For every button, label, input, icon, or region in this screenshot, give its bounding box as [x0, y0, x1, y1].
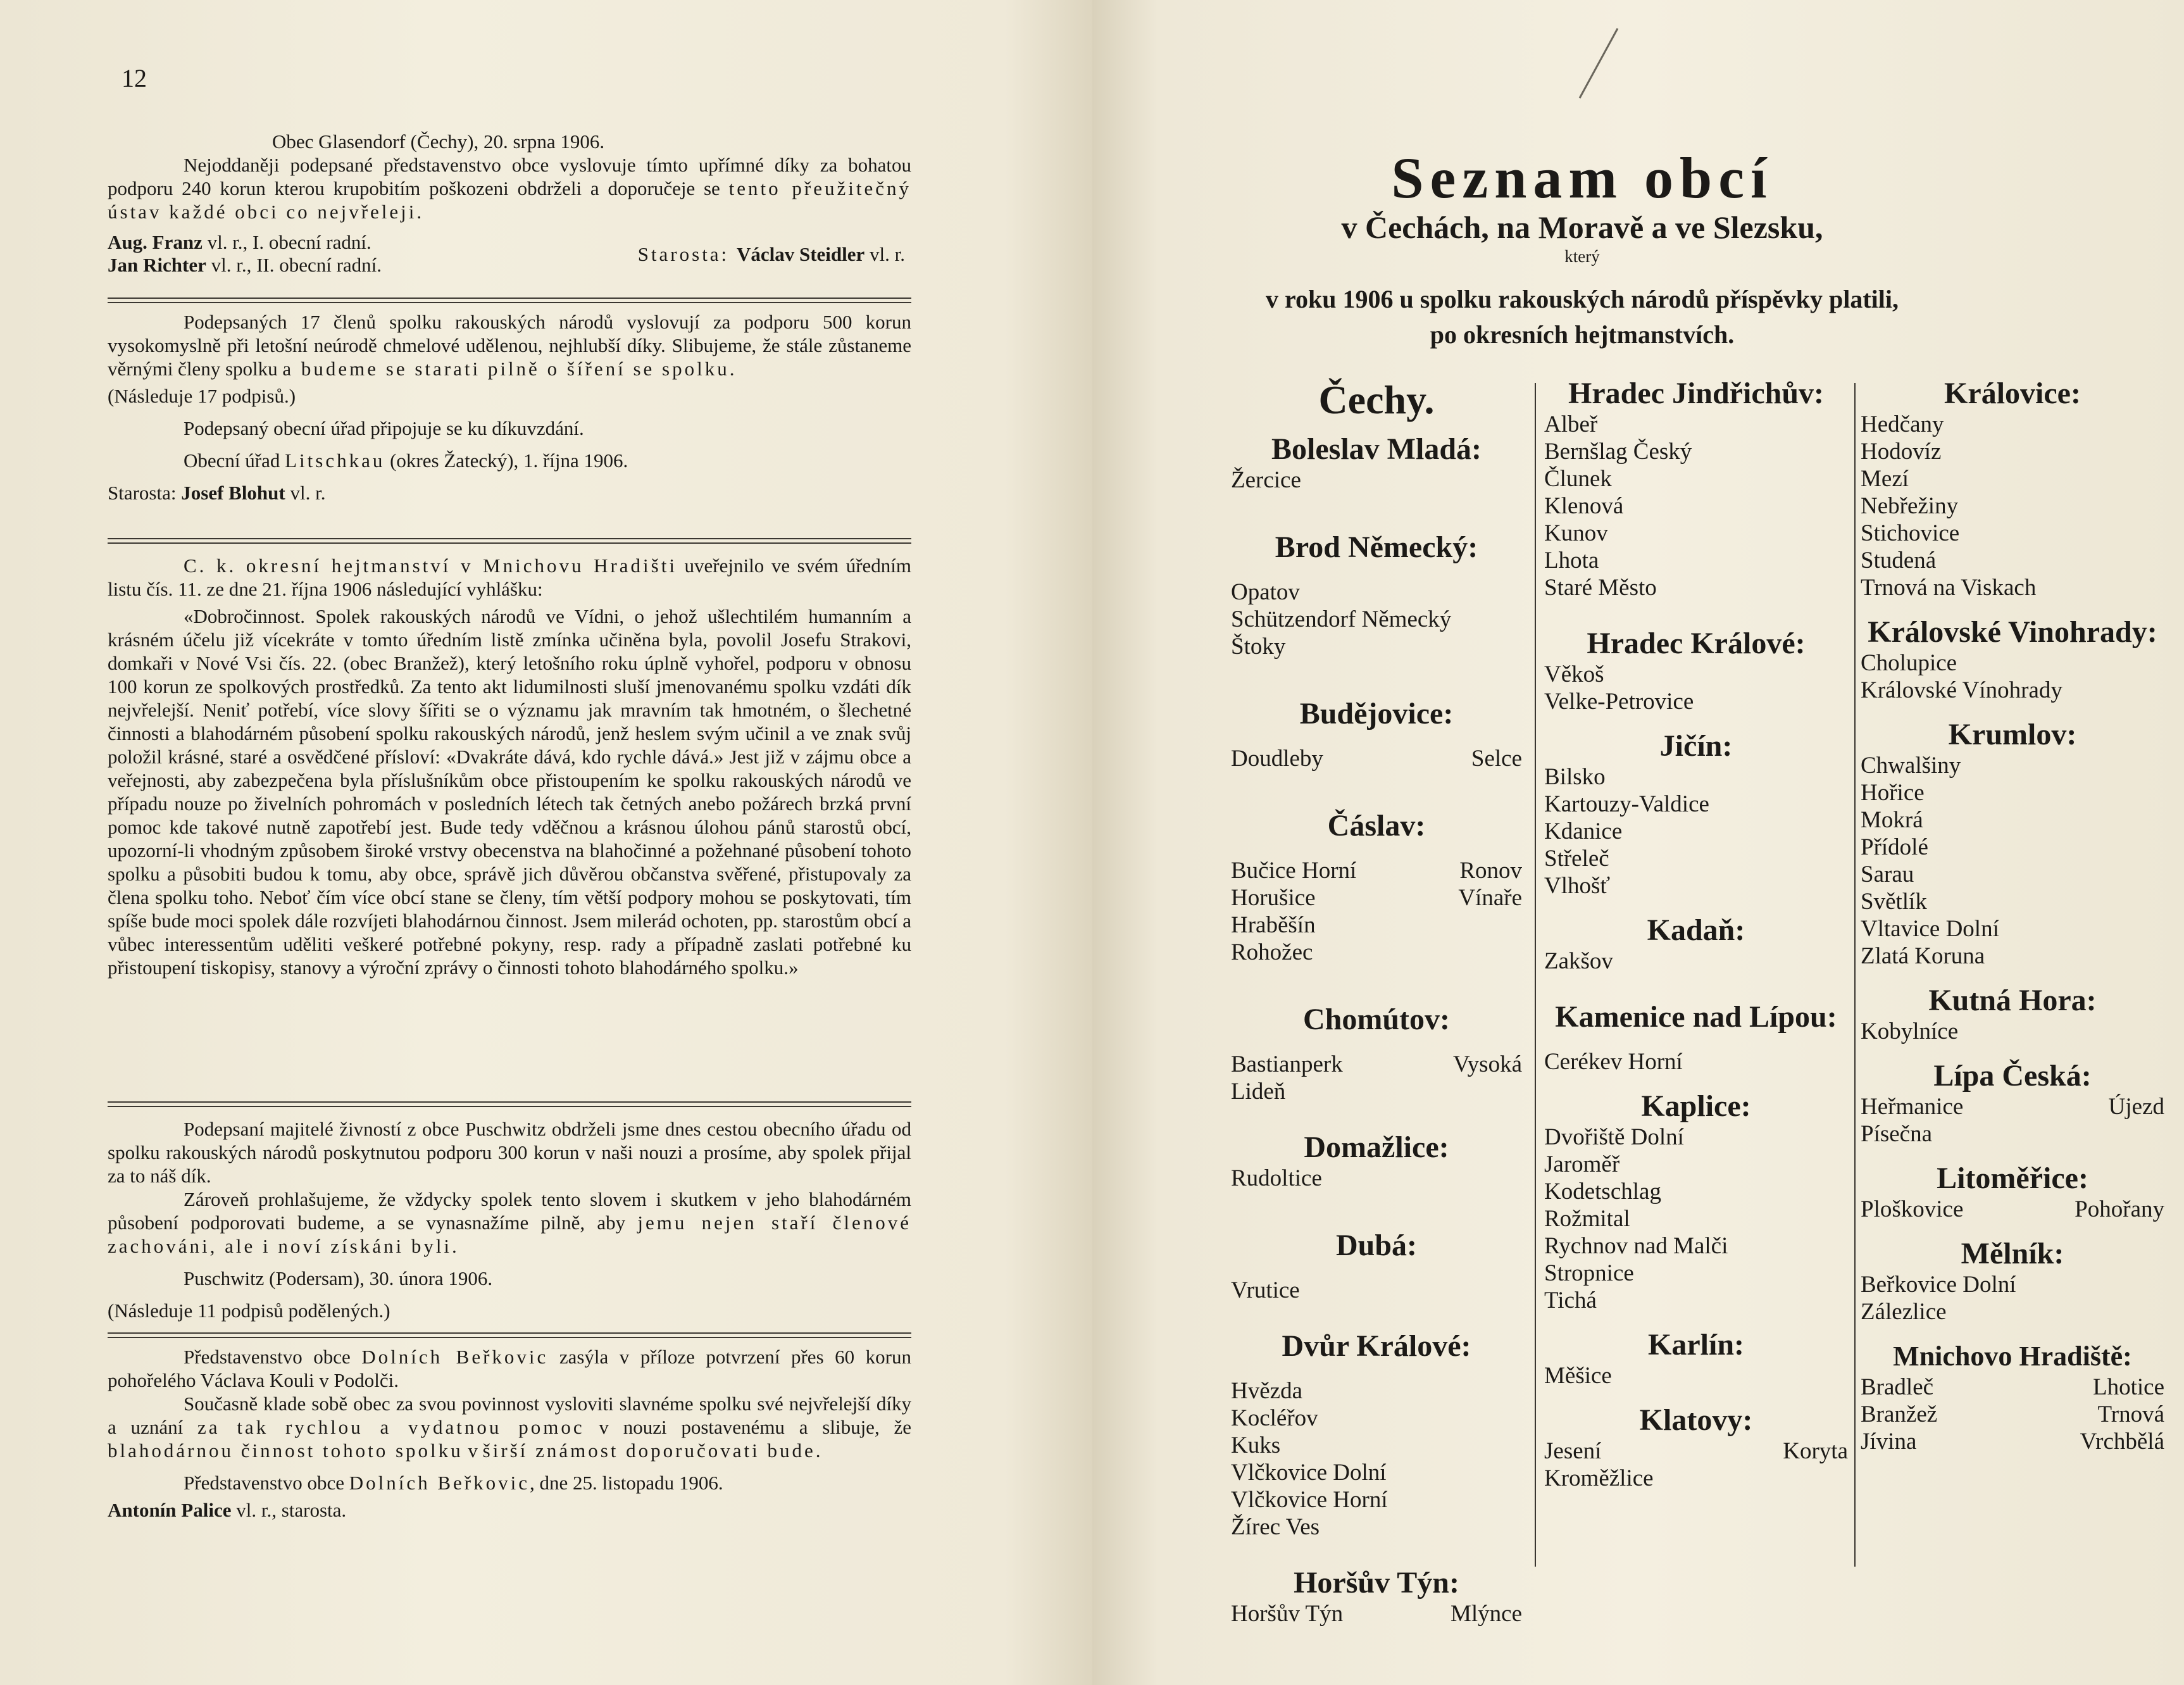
signature-franz: Aug. Franz vl. r., I. obecní radní.	[108, 231, 371, 253]
column-1	[1231, 377, 1522, 1627]
place: Hedčany	[1861, 411, 1944, 437]
region-heading: Dvůr Králové:	[1282, 1329, 1471, 1363]
place: Schützendorf Německý	[1231, 606, 1452, 632]
place-pair: Horušice Vínaře	[1231, 885, 1522, 911]
place: Vrutice	[1231, 1277, 1300, 1303]
section-divider	[108, 298, 911, 303]
signature-richter: Jan Richter vl. r., II. obecní radní.	[108, 254, 382, 276]
glasendorf-signatures	[108, 231, 911, 277]
place: Královské Vínohrady	[1861, 677, 2062, 703]
place: Zakšov	[1544, 948, 1613, 974]
list-subtitle-which: který	[1564, 247, 1600, 266]
place: Dvořiště Dolní	[1544, 1124, 1684, 1150]
place: Bernšlag Český	[1544, 439, 1692, 465]
column-2	[1544, 377, 1848, 1567]
place: Střeleč	[1544, 846, 1609, 872]
puschwitz-body-1: Podepsaní majitelé živností z obce Puschwitz obdrželi jsme dnes cestou obecního úřadu od spolku rakouských národů poskytnutou podporu 300 korun v naši nouzi a prosíme, aby spolek přijal za to náš dík.	[108, 1118, 911, 1187]
region-heading: Krumlov:	[1948, 718, 2077, 751]
place: Vlhošť	[1544, 873, 1611, 899]
place-pair: Doudleby Selce	[1231, 746, 1522, 772]
place-pair: Jívina Vrchbělá	[1861, 1429, 2164, 1455]
berkovice-body-2: Současně klade sobě obec za svou povinnost vysloviti slavnéme spolku své nejvřelejší díky a uznání za tak rychlou a vydatnou pomoc v nouzi postavenému a slibuje, že blahodárnou činnost tohoto spolku v širší známost doporučovati bude.	[108, 1393, 912, 1462]
place: Lideň	[1231, 1079, 1286, 1105]
region-heading: Budějovice:	[1299, 697, 1454, 730]
place: Velke-Petrovice	[1544, 689, 1694, 715]
glasendorf-section	[108, 130, 911, 277]
region-heading: Domažlice:	[1304, 1131, 1449, 1164]
puschwitz-section	[108, 1117, 911, 1322]
place: Tichá	[1544, 1287, 1597, 1313]
mnichovo-intro: C. k. okresní hejtmanství v Mnichovu Hradišti uveřejnilo ve svém úředním listu čís. 11. ze dne 21. října 1906 následující vyhlášku:	[108, 554, 912, 600]
region-heading: Kutná Hora:	[1928, 984, 2097, 1017]
place: Hořice	[1861, 780, 1925, 806]
place: Kobylníce	[1861, 1018, 1959, 1044]
region-heading: Mělník:	[1961, 1237, 2064, 1270]
place: Stichovice	[1861, 520, 1960, 546]
region-heading: Mnichovo Hradiště:	[1893, 1341, 2132, 1372]
place: Albeř	[1544, 411, 1598, 437]
place: Cholupice	[1861, 650, 1957, 676]
berkovice-dateline: Představenstvo obce Dolních Beřkovic, dne 25. listopadu 1906.	[184, 1472, 723, 1494]
place: Přídolé	[1861, 834, 1928, 860]
region-heading: Lípa Česká:	[1933, 1059, 2092, 1093]
litschkau-signatures: (Následuje 17 podpisů.)	[108, 385, 296, 407]
litschkau-dateline: Obecní úřad Litschkau (okres Žatecký), 1. října 1906.	[184, 449, 628, 472]
place-pair: Ploškovice Pohořany	[1861, 1196, 2164, 1222]
place: Bilsko	[1544, 764, 1606, 790]
place: Měšice	[1544, 1363, 1612, 1389]
litschkau-office: Podepsaný obecní úřad připojuje se ku díkuvzdání.	[184, 417, 584, 439]
place: Mokrá	[1861, 807, 1923, 833]
place: Kdanice	[1544, 818, 1623, 844]
section-divider	[108, 1101, 911, 1107]
place-pair: Branžež Trnová	[1861, 1401, 2164, 1427]
place: Písečna	[1861, 1121, 1933, 1147]
place: Žercice	[1231, 467, 1301, 493]
place: Klenová	[1544, 493, 1624, 519]
region-heading: Karlín:	[1648, 1328, 1744, 1362]
region-heading: Kadaň:	[1647, 913, 1745, 947]
place: Zálezlice	[1861, 1299, 1947, 1325]
place: Trnová na Viskach	[1861, 575, 2037, 601]
region-heading: Královské Vinohrady:	[1868, 615, 2157, 649]
place: Vlčkovice Dolní	[1231, 1460, 1387, 1486]
place-pair: Bučice Horní Ronov	[1231, 858, 1522, 884]
region-heading: Jičín:	[1659, 729, 1733, 763]
place-pair: Bradleč Lhotice	[1861, 1374, 2164, 1400]
place-pair: Horšův Týn Mlýnce	[1231, 1601, 1522, 1627]
place: Člunek	[1544, 466, 1612, 492]
litschkau-section	[108, 310, 911, 504]
berkovice-body-1: Představenstvo obce Dolních Beřkovic zasýla v příloze potvrzení přes 60 korun pohořelého Václava Kouli v Podolči.	[108, 1346, 911, 1391]
glasendorf-dateline: Obec Glasendorf (Čechy), 20. srpna 1906.	[272, 130, 605, 153]
section-divider	[108, 1332, 911, 1338]
place: Kunov	[1544, 520, 1608, 546]
region-heading: Kamenice nad Lípou:	[1555, 1000, 1837, 1034]
place: Cerékev Horní	[1544, 1049, 1683, 1075]
list-title: Seznam obcí	[1391, 146, 1773, 210]
region-heading: Kaplice:	[1641, 1089, 1751, 1123]
list-subtitle: v Čechách, na Moravě a ve Slezsku,	[1341, 210, 1823, 245]
region-heading: Klatovy:	[1639, 1403, 1753, 1437]
place: Hraběšín	[1231, 912, 1316, 938]
region-heading: Horšův Týn:	[1294, 1566, 1459, 1600]
place: Mezí	[1861, 466, 1909, 492]
place: Kodetschlag	[1544, 1179, 1661, 1205]
place: Světlík	[1861, 889, 1927, 915]
region-heading: Brod Německý:	[1275, 530, 1478, 564]
place: Chwalšiny	[1861, 753, 1961, 779]
puschwitz-body-2: Zároveň prohlašujeme, že vždycky spolek tento slovem i skutkem v jeho blahodárném působení podporovati budeme, a se vynasnažíme pilně, aby jemu nejen staří členové zachováni, ale i noví získáni byli.	[108, 1188, 911, 1257]
region-heading: Hradec Jindřichův:	[1568, 377, 1824, 410]
glasendorf-starosta: Starosta: Václav Steidler vl. r.	[637, 242, 905, 265]
place: Stropnice	[1544, 1260, 1634, 1286]
litschkau-starosta: Starosta: Josef Blohut vl. r.	[108, 482, 326, 504]
puschwitz-signatures: (Následuje 11 podpisů podělených.)	[108, 1300, 390, 1322]
place: Studená	[1861, 548, 1937, 573]
mnichovo-section	[108, 554, 911, 979]
place: Lhota	[1544, 548, 1599, 573]
berkovice-signature: Antonín Palice vl. r., starosta.	[108, 1499, 347, 1521]
place: Hvězda	[1231, 1378, 1302, 1404]
litschkau-body: Podepsaných 17 členů spolku rakouských národů vyslovují za podporu 500 korun vysokomyslně při letošní neúrodě chmelové udělenou, nejhlubší díky. Slibujeme, že stále zůstaneme věrnými členy spolku a budeme se starati pilně o šíření se spolku.	[108, 311, 911, 380]
place: Štoky	[1231, 634, 1286, 660]
place: Jaroměř	[1544, 1151, 1620, 1177]
place-pair: Jesení Koryta	[1544, 1438, 1848, 1464]
place: Vltavice Dolní	[1861, 916, 1999, 942]
region-heading: Litoměřice:	[1937, 1162, 2088, 1195]
place: Sarau	[1861, 861, 1914, 887]
place: Věkoš	[1544, 661, 1604, 687]
section-divider	[108, 538, 911, 544]
page-number: 12	[122, 64, 147, 92]
place: Žírec Ves	[1231, 1514, 1320, 1540]
region-heading: Královice:	[1944, 377, 2081, 410]
country-heading: Čechy.	[1318, 377, 1435, 422]
column-divider	[1854, 383, 1856, 1567]
place-pair: Bastianperk Vysoká	[1231, 1051, 1522, 1077]
region-heading: Hradec Králové:	[1587, 627, 1806, 660]
column-divider	[1535, 383, 1536, 1567]
berkovice-section	[108, 1345, 911, 1522]
column-3	[1861, 377, 2164, 1567]
mnichovo-quote: «Dobročinnost. Spolek rakouských národů ve Vídni, o jehož ušlechtilém humanním a krásném účelu již vícekráte v tomto úředním listě zmínka učiněna byla, povolil Josefu Strakovi, domkaři v Nové Vsi čís. 22. (obec Branžež), který letošního roku úplně vyhořel, podporu v obnosu 100 korun ze spolkových prostředků. Za tento akt lidumilnosti sluší jmenovanému spolku vzdáti dík nejvřelejší. Neniť potřebí, více slovy šířiti se o významu jak mravním tak hmotném, o šlechetné činnosti a blahodárném působení spolku rakouských národů, jenž heslem svým učinil a ve znak svůj položil krásné, staré a osvědčené přísloví: «Dvakráte dává, kdo rychle dává.» Jest již v zájmu obce a veřejnosti, aby zabezpečena byla příslušníkům obce přistoupením ke spolku rakouských národů ve případu nouze po živelních pohromách v posledních létech tak četných anebo požárech brzká první pomoc kde takové nutně zapotřebí jest. Bude tedy vděčnou a krásnou úlohou pánů starostů obcí, upozorní-li vhodným způsobem široké vrstvy obecenstva na blahočinné a požehnané působení tohoto spolku a působiti budou k tomu, aby obce, správě jich důvěrou občanstva svěřené, přistupovaly za člena spolku toho. Neboť čím více obcí stane se členy, tím větší podpory mohou se poskytovati, tím spíše bude moci spolek dále rozvíjeti blahodárnou činnost. Jsem milerád ochoten, pp. starostům obcí a vůbec interessentům uděliti veškeré potřebné pokyny, resp. rady a případně zaslati potřebné ku přistoupení tiskopisy, stanovy a výroční zprávy o činnosti tohoto blahodárného spolku.»	[108, 605, 911, 979]
place: Nebřežiny	[1861, 493, 1959, 519]
region-heading: Boleslav Mladá:	[1271, 432, 1482, 466]
region-heading: Chomútov:	[1302, 1003, 1450, 1036]
place: Beřkovice Dolní	[1861, 1272, 2016, 1298]
place: Vlčkovice Horní	[1231, 1487, 1388, 1513]
place: Rožmital	[1544, 1206, 1630, 1232]
pencil-mark	[1573, 25, 1624, 101]
place: Kartouzy-Valdice	[1544, 791, 1709, 817]
place-pair: Heřmanice Újezd	[1861, 1094, 2164, 1120]
place: Opatov	[1231, 579, 1300, 605]
place: Kroměžlice	[1544, 1465, 1654, 1491]
place: Rychnov nad Malči	[1544, 1233, 1728, 1259]
glasendorf-body: Nejoddaněji podepsané představenstvo obce vyslovuje tímto upřímné díky za bohatou podporu 240 korun kterou krupobitím poškozeni obdrželi a doporučeje se tento přeužitečný ústav každé obci co nejvřeleji.	[108, 154, 911, 223]
place: Hodovíz	[1861, 439, 1942, 465]
region-heading: Dubá:	[1335, 1229, 1418, 1262]
list-subtitle-detail: v roku 1906 u spolku rakouských národů příspěvky platili, po okresních hejtmanstvích.	[1266, 285, 1899, 349]
puschwitz-dateline: Puschwitz (Podersam), 30. února 1906.	[184, 1267, 493, 1289]
place: Rudoltice	[1231, 1165, 1322, 1191]
place: Kocléřov	[1231, 1405, 1318, 1431]
region-heading: Čáslav:	[1327, 809, 1426, 843]
place: Kuks	[1231, 1432, 1281, 1458]
place: Staré Město	[1544, 575, 1657, 601]
place: Zlatá Koruna	[1861, 943, 1985, 969]
place: Rohožec	[1231, 939, 1313, 965]
